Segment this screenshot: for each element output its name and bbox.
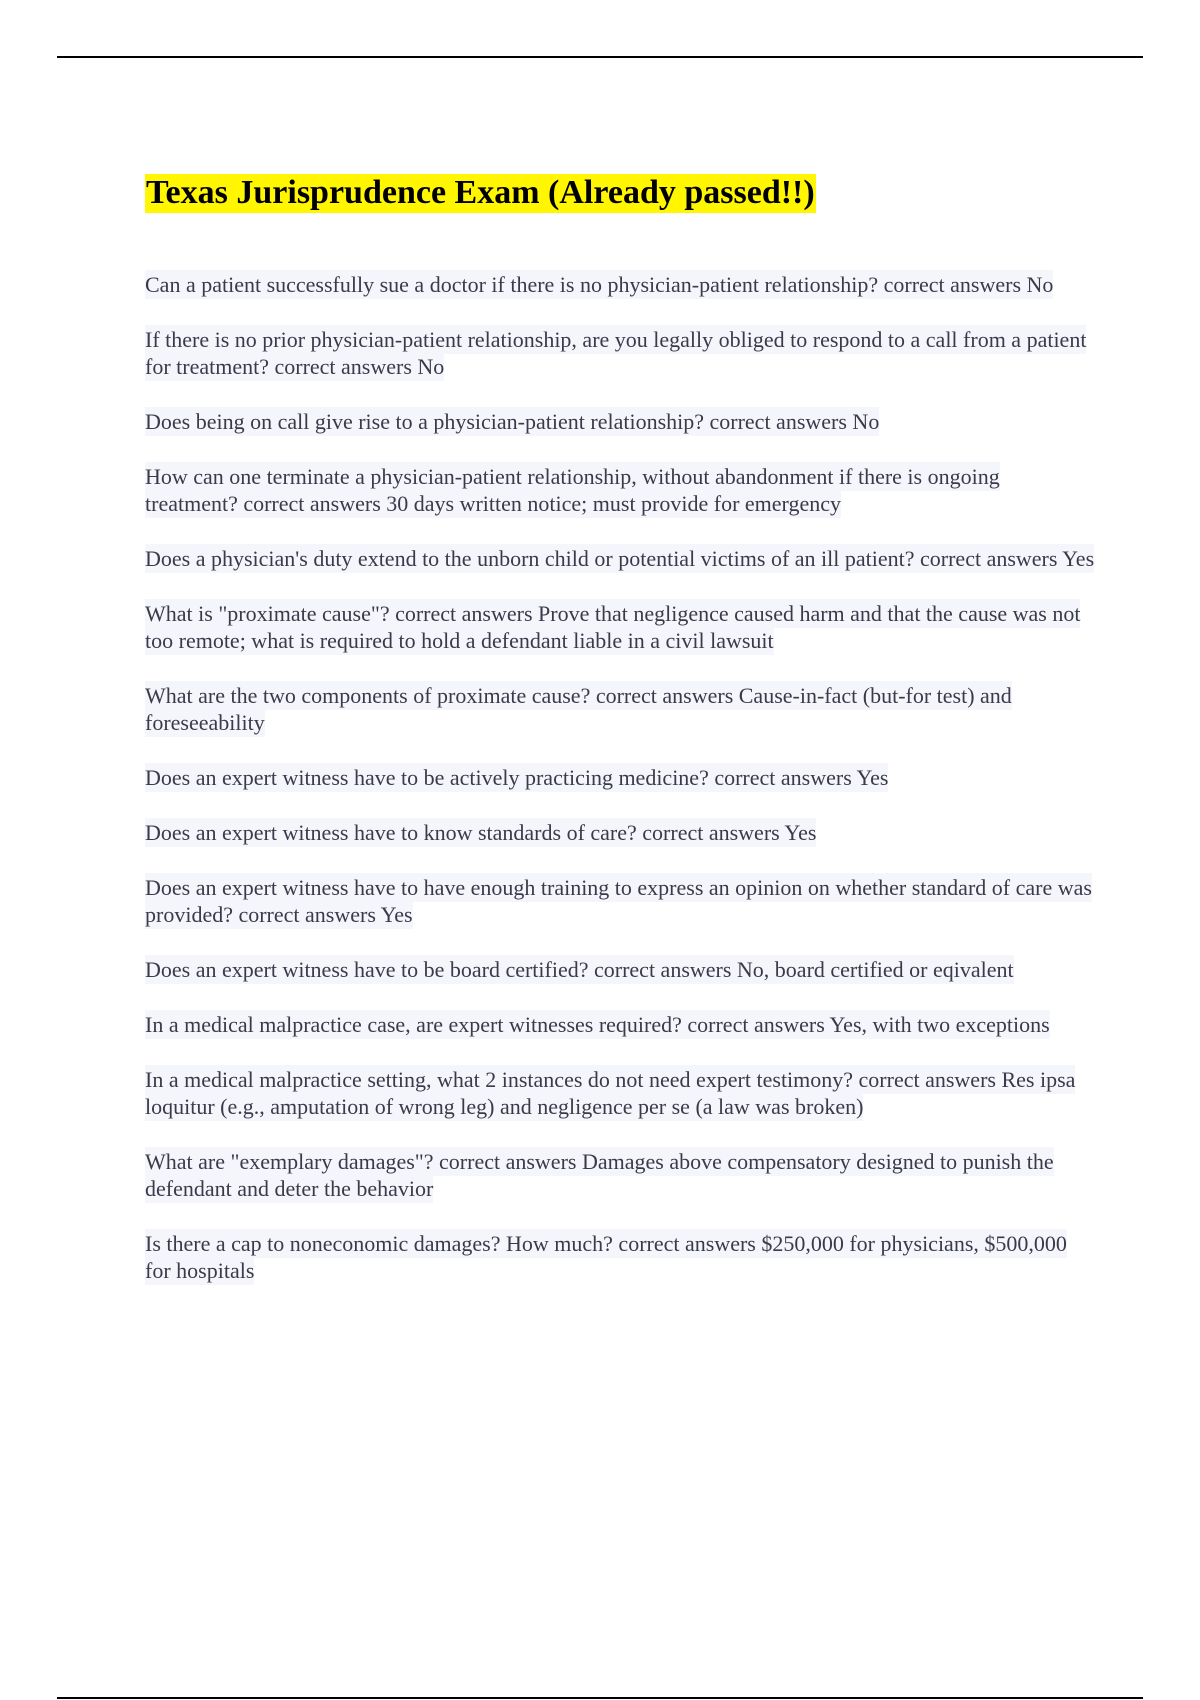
qa-item-text: How can one terminate a physician-patient relationship, without abandonment if there is ongoing treatment? correct answers 30 days written notice; must provide for emergency bbox=[145, 464, 1000, 516]
top-rule bbox=[57, 56, 1143, 58]
qa-item-text: In a medical malpractice setting, what 2 instances do not need expert testimony? correct answers Res ipsa loquitur (e.g., amputation of wrong leg) and negligence per se (a law was broken) bbox=[145, 1067, 1076, 1119]
bottom-rule bbox=[57, 1697, 1143, 1699]
qa-item-text: Is there a cap to noneconomic damages? How much? correct answers $250,000 for physicians, $500,000 for hospitals bbox=[145, 1231, 1067, 1283]
qa-item bbox=[145, 463, 1095, 517]
qa-item-text: What is "proximate cause"? correct answers Prove that negligence caused harm and that the cause was not too remote; what is required to hold a defendant liable in a civil lawsuit bbox=[145, 601, 1081, 653]
qa-item bbox=[145, 1066, 1095, 1120]
qa-item bbox=[145, 956, 1095, 983]
qa-item bbox=[145, 326, 1095, 380]
qa-item-text: Does being on call give rise to a physician-patient relationship? correct answers No bbox=[145, 409, 880, 434]
qa-item-text: Does an expert witness have to have enough training to express an opinion on whether standard of care was provided? correct answers Yes bbox=[145, 875, 1092, 927]
qa-item bbox=[145, 874, 1095, 928]
qa-item bbox=[145, 819, 1095, 846]
qa-item-text: What are "exemplary damages"? correct answers Damages above compensatory designed to punish the defendant and deter the behavior bbox=[145, 1149, 1054, 1201]
qa-item bbox=[145, 1011, 1095, 1038]
document-title bbox=[145, 171, 816, 215]
qa-item-text: Does an expert witness have to be actively practicing medicine? correct answers Yes bbox=[145, 765, 889, 790]
qa-item-text: Does a physician's duty extend to the unborn child or potential victims of an ill patient? correct answers Yes bbox=[145, 546, 1095, 571]
qa-item bbox=[145, 408, 1095, 435]
qa-item-text: Does an expert witness have to be board certified? correct answers No, board certified or eqivalent bbox=[145, 957, 1014, 982]
qa-item bbox=[145, 271, 1095, 298]
qa-item bbox=[145, 764, 1095, 791]
qa-item-text: Can a patient successfully sue a doctor if there is no physician-patient relationship? correct answers No bbox=[145, 272, 1054, 297]
qa-item-text: Does an expert witness have to know standards of care? correct answers Yes bbox=[145, 820, 817, 845]
qa-item-text: In a medical malpractice case, are expert witnesses required? correct answers Yes, with two exceptions bbox=[145, 1012, 1050, 1037]
qa-item bbox=[145, 1148, 1095, 1202]
qa-item bbox=[145, 1230, 1095, 1284]
qa-item-text: What are the two components of proximate cause? correct answers Cause-in-fact (but-for test) and foreseeability bbox=[145, 683, 1012, 735]
qa-item-text: If there is no prior physician-patient relationship, are you legally obliged to respond to a call from a patient for treatment? correct answers No bbox=[145, 327, 1087, 379]
qa-list bbox=[145, 271, 1095, 1312]
qa-item bbox=[145, 682, 1095, 736]
document-title-text: Texas Jurisprudence Exam (Already passed!!) bbox=[146, 174, 815, 211]
qa-item bbox=[145, 600, 1095, 654]
qa-item bbox=[145, 545, 1095, 572]
